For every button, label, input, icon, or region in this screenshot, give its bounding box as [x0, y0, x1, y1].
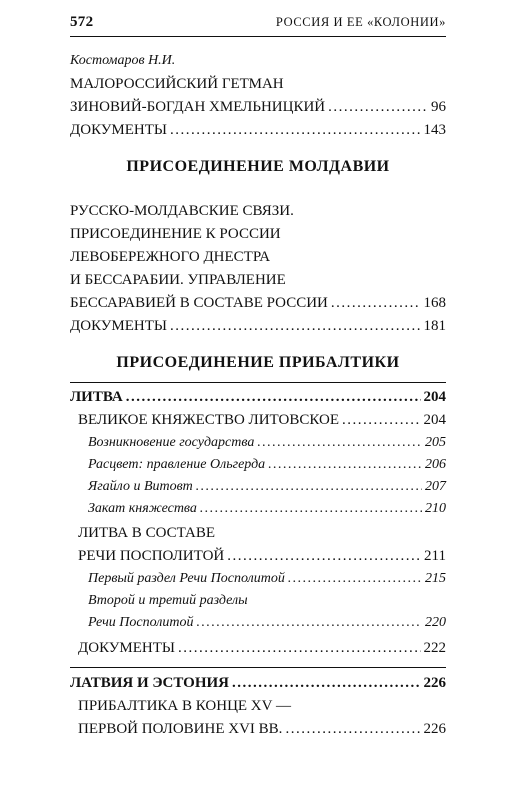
- toc-entry-bessarabia[interactable]: [70, 292, 446, 314]
- leader-dots: [342, 409, 421, 431]
- leader-dots: [232, 672, 420, 694]
- toc-subentry[interactable]: [88, 476, 446, 498]
- leader-dots: [257, 432, 422, 454]
- toc-entry-title-line: РУССКО-МОЛДАВСКИЕ СВЯЗИ.: [70, 203, 294, 219]
- toc-entry-label: БЕССАРАВИЕЙ В СОСТАВЕ РОССИИ: [70, 295, 328, 311]
- toc-entry-latvia-estonia[interactable]: [70, 672, 446, 694]
- section-heading-moldova: ПРИСОЕДИНЕНИЕ МОЛДАВИИ: [126, 158, 390, 175]
- toc-entry-documents[interactable]: [70, 315, 446, 337]
- toc-entry-title-line: ПРИСОЕДИНЕНИЕ К РОССИИ: [70, 226, 281, 242]
- leader-dots: [331, 292, 421, 314]
- section-rule: [70, 382, 446, 383]
- toc-entry-label: Возникновение государства: [88, 435, 255, 450]
- section-heading-baltic: ПРИСОЕДИНЕНИЕ ПРИБАЛТИКИ: [116, 354, 400, 371]
- leader-dots: [288, 568, 422, 590]
- toc-entry-title-line: ЛИТВА В СОСТАВЕ: [78, 525, 216, 541]
- toc-entry-label: ЛАТВИЯ И ЭСТОНИЯ: [70, 675, 230, 691]
- leader-dots: [268, 454, 422, 476]
- toc-entry-label: Первый раздел Речи Посполитой: [88, 571, 285, 586]
- toc-page-number: 206: [425, 457, 446, 472]
- toc-page-number: 181: [423, 318, 446, 334]
- toc-entry-title-line: ПРИБАЛТИКА В КОНЦЕ XV —: [78, 698, 291, 714]
- toc-entry-label: ЗИНОВИЙ-БОГДАН ХМЕЛЬНИЦКИЙ: [70, 99, 326, 115]
- toc-subentry[interactable]: [88, 498, 446, 520]
- leader-dots: [170, 119, 421, 141]
- toc-subentry[interactable]: [88, 454, 446, 476]
- toc-page-number: 143: [423, 122, 446, 138]
- toc-entry-documents[interactable]: [70, 119, 446, 141]
- toc-page-number: 168: [423, 295, 446, 311]
- leader-dots: [126, 386, 421, 408]
- toc-entry-label: Ягайло и Витовт: [88, 479, 193, 494]
- toc-page-number: 222: [423, 640, 446, 656]
- leader-dots: [196, 476, 422, 498]
- toc-entry-label: РЕЧИ ПОСПОЛИТОЙ: [78, 548, 225, 564]
- toc-entry-label: ДОКУМЕНТЫ: [70, 318, 167, 334]
- toc-subentry[interactable]: [88, 568, 446, 590]
- toc-entry-label: Расцвет: правление Ольгерда: [88, 457, 266, 472]
- author-name: Костомаров Н.И.: [70, 53, 176, 68]
- toc-page-number: 207: [425, 479, 446, 494]
- toc-entry-title-line: И БЕССАРАБИИ. УПРАВЛЕНИЕ: [70, 272, 286, 288]
- toc-entry-baltics-xv-xvi[interactable]: [78, 718, 446, 740]
- toc-page-number: 215: [425, 571, 446, 586]
- toc-entry-grand-duchy[interactable]: [78, 409, 446, 431]
- toc-entry-label: ДОКУМЕНТЫ: [70, 122, 167, 138]
- toc-page-number: 204: [423, 389, 446, 405]
- leader-dots: [196, 612, 422, 634]
- toc-entry-documents[interactable]: [78, 637, 446, 659]
- leader-dots: [328, 96, 428, 118]
- toc-entry-label: ПЕРВОЙ ПОЛОВИНЕ XVI ВВ.: [78, 721, 283, 737]
- toc-page-number: 226: [423, 721, 446, 737]
- leader-dots: [178, 637, 421, 659]
- toc-page-number: 226: [423, 675, 446, 691]
- toc-entry-label: ЛИТВА: [70, 389, 123, 405]
- toc-page-number: 204: [423, 412, 446, 428]
- toc-entry-label: Речи Посполитой: [88, 615, 194, 630]
- toc-page-number: 220: [425, 615, 446, 630]
- toc-entry-lithuania[interactable]: [70, 386, 446, 408]
- toc-entry-hetman[interactable]: [70, 96, 446, 118]
- toc-entry-label: ДОКУМЕНТЫ: [78, 640, 175, 656]
- toc-entry-title-line: МАЛОРОССИЙСКИЙ ГЕТМАН: [70, 76, 284, 92]
- toc-entry-label: ВЕЛИКОЕ КНЯЖЕСТВО ЛИТОВСКОЕ: [78, 412, 339, 428]
- running-title: РОССИЯ И ЕЕ «КОЛОНИИ»: [275, 15, 446, 29]
- toc-page-number: 211: [424, 548, 446, 564]
- header-rule: [70, 36, 446, 37]
- toc-subentry[interactable]: [88, 432, 446, 454]
- toc-entry-label: Закат княжества: [88, 501, 197, 516]
- toc-subentry[interactable]: [88, 612, 446, 634]
- leader-dots: [227, 545, 421, 567]
- section-rule: [70, 667, 446, 668]
- toc-page-number: 205: [425, 435, 446, 450]
- toc-entry-title-line: Второй и третий разделы: [88, 593, 248, 608]
- page-number: 572: [70, 14, 94, 30]
- leader-dots: [285, 718, 420, 740]
- toc-page-number: 96: [431, 99, 446, 115]
- leader-dots: [200, 498, 422, 520]
- toc-entry-rzeczpospolita[interactable]: [78, 545, 446, 567]
- toc-entry-title-line: ЛЕВОБЕРЕЖНОГО ДНЕСТРА: [70, 249, 271, 265]
- leader-dots: [170, 315, 421, 337]
- toc-page-number: 210: [425, 501, 446, 516]
- running-head: [70, 14, 446, 34]
